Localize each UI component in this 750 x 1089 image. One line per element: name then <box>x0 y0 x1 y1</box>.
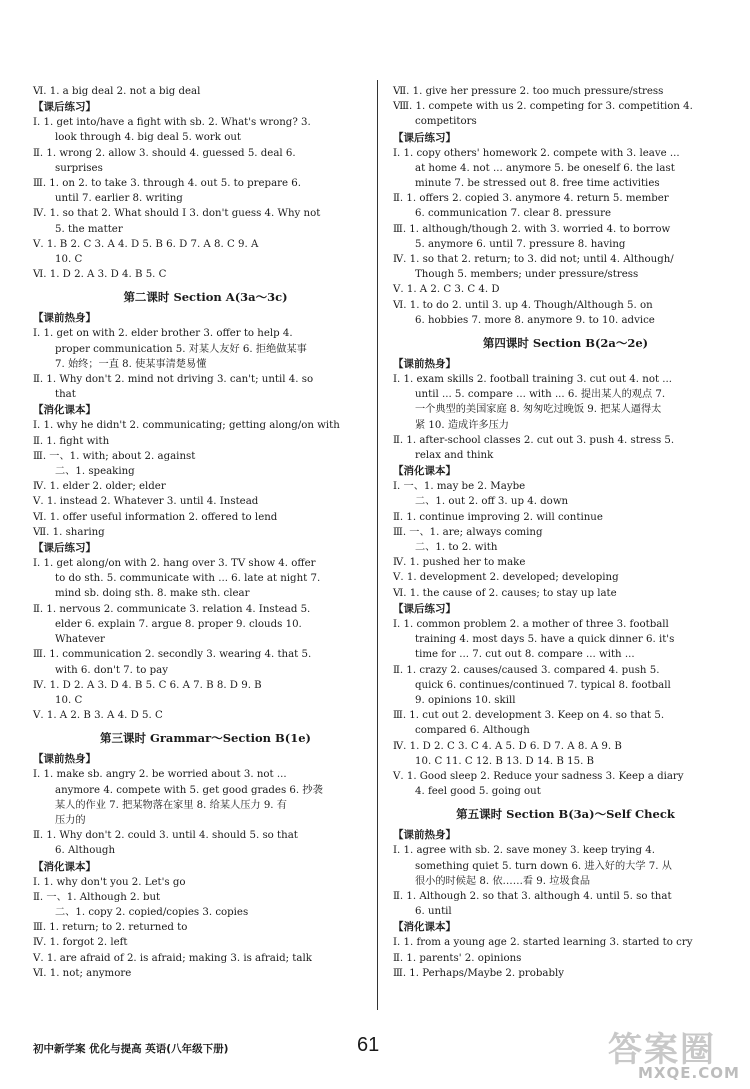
section-tag: 【课前热身】 <box>393 358 456 371</box>
answer-line-continued: something quiet 5. turn down 6. 进入好的大学 7. 从 <box>415 860 672 872</box>
answer-line-continued: 10. C <box>55 254 83 266</box>
lesson-heading: 第五课时 Section B(3a)～Self Check <box>456 807 675 822</box>
answer-line: Ⅴ. 1. instead 2. Whatever 3. until 4. Instead <box>33 496 259 508</box>
answer-line: Ⅱ. 1. Why don't 2. could 3. until 4. should 5. so that <box>33 830 298 842</box>
answer-line: Ⅵ. 1. offer useful information 2. offered to lend <box>33 511 278 523</box>
left-column <box>33 84 378 981</box>
answer-line: Ⅱ. 1. continue improving 2. will continue <box>393 511 603 523</box>
answer-line-continued: elder 6. explain 7. argue 8. proper 9. clouds 10. <box>55 618 302 630</box>
answer-line: Ⅰ. 1. agree with sb. 2. save money 3. keep trying 4. <box>393 845 655 857</box>
answer-line-continued: Though 5. members; under pressure/stress <box>415 269 639 281</box>
answer-line-continued: that <box>55 389 76 401</box>
answer-line: Ⅵ. 1. not; anymore <box>33 967 132 979</box>
answer-line-continued: competitors <box>415 116 477 128</box>
answer-line: Ⅵ. 1. a big deal 2. not a big deal <box>33 86 201 97</box>
answer-line: Ⅰ. 一、1. may be 2. Maybe <box>393 481 526 493</box>
answer-line: Ⅲ. 一、1. with; about 2. against <box>33 450 196 462</box>
answer-line: Ⅳ. 1. D 2. A 3. D 4. B 5. C 6. A 7. B 8. D 9. B <box>33 679 262 691</box>
answer-line-continued: 6. communication 7. clear 8. pressure <box>415 208 611 220</box>
lesson-heading: 第三课时 Grammar～Section B(1e) <box>100 731 311 746</box>
answer-line: Ⅷ. 1. compete with us 2. competing for 3. competition 4. <box>393 101 693 113</box>
answer-line: Ⅶ. 1. sharing <box>33 526 105 538</box>
watermark-logo <box>592 1022 742 1084</box>
answer-line-continued: 10. C <box>55 694 83 706</box>
section-tag: 【课后练习】 <box>393 131 456 144</box>
answer-line: Ⅶ. 1. give her pressure 2. too much pressure/stress <box>393 86 664 97</box>
answer-line: Ⅵ. 1. to do 2. until 3. up 4. Though/Although 5. on <box>393 299 653 311</box>
answer-line-continued: 5. the matter <box>55 223 123 235</box>
answer-line: Ⅰ. 1. why he didn't 2. communicating; getting along/on with <box>33 420 340 432</box>
answer-line: Ⅱ. 1. Although 2. so that 3. although 4. until 5. so that <box>393 890 672 902</box>
answer-line-continued: training 4. most days 5. have a quick dinner 6. it's <box>415 634 675 646</box>
answer-line-continued: relax and think <box>415 450 494 462</box>
answer-line-continued: 二、1. to 2. with <box>415 542 498 554</box>
answer-line-continued: 5. anymore 6. until 7. pressure 8. having <box>415 238 626 250</box>
answer-line: Ⅰ. 1. from a young age 2. started learning 3. started to cry <box>393 937 693 949</box>
answer-line-continued: until 7. earlier 8. writing <box>55 193 183 205</box>
answer-line: Ⅱ. 一、1. Although 2. but <box>33 891 161 903</box>
answer-line: Ⅲ. 一、1. are; always coming <box>393 526 543 538</box>
answer-line: Ⅴ. 1. Good sleep 2. Reduce your sadness 3. Keep a diary <box>393 770 684 782</box>
answer-line-continued: 二、1. speaking <box>55 466 135 478</box>
section-tag: 【课后练习】 <box>393 602 456 615</box>
watermark-logo-text: 答案圈 <box>608 1030 716 1070</box>
section-tag: 【消化课本】 <box>33 404 96 417</box>
answer-line: Ⅱ. 1. after-school classes 2. cut out 3. push 4. stress 5. <box>393 434 675 446</box>
section-tag: 【消化课本】 <box>33 860 96 873</box>
answer-line-continued: to do sth. 5. communicate with ... 6. late at night 7. <box>55 573 321 585</box>
answer-line-continued: compared 6. Although <box>415 725 530 737</box>
answer-line: Ⅴ. 1. are afraid of 2. is afraid; making 3. is afraid; talk <box>33 952 312 964</box>
answer-line-continued: until ... 5. compare ... with ... 6. 提出某人的观点 7. <box>415 389 666 401</box>
answer-line: Ⅱ. 1. offers 2. copied 3. anymore 4. return 5. member <box>393 193 669 205</box>
answer-line: Ⅴ. 1. development 2. developed; developing <box>393 572 619 584</box>
answer-line: Ⅲ. 1. Perhaps/Maybe 2. probably <box>393 967 565 979</box>
lesson-heading: 第二课时 Section A(3a～3c) <box>123 290 288 305</box>
answer-line: Ⅱ. 1. nervous 2. communicate 3. relation 4. Instead 5. <box>33 603 311 615</box>
answer-line: Ⅲ. 1. cut out 2. development 3. Keep on 4. so that 5. <box>393 710 665 722</box>
answer-line: Ⅰ. 1. copy others' homework 2. compete with 3. leave ... <box>393 147 680 159</box>
answer-line: Ⅳ. 1. elder 2. older; elder <box>33 481 166 493</box>
answer-line: Ⅲ. 1. although/though 2. with 3. worried 4. to borrow <box>393 223 671 235</box>
answer-line-continued: mind sb. doing sth. 8. make sth. clear <box>55 588 250 600</box>
answer-line: Ⅳ. 1. pushed her to make <box>393 557 526 569</box>
answer-line-continued: 4. feel good 5. going out <box>415 786 541 798</box>
lesson-heading: 第四课时 Section B(2a～2e) <box>482 336 649 351</box>
page-number: 61 <box>357 1034 380 1056</box>
answer-line-continued: minute 7. be stressed out 8. free time activities <box>415 178 660 190</box>
answer-line-continued: anymore 4. compete with 5. get good grades 6. 抄袭 <box>55 784 323 796</box>
answer-line: Ⅳ. 1. forgot 2. left <box>33 937 128 949</box>
section-tag: 【课前热身】 <box>33 753 96 766</box>
right-column <box>393 84 738 981</box>
answer-line: Ⅳ. 1. so that 2. What should I 3. don't guess 4. Why not <box>33 208 321 220</box>
answer-line-continued: at home 4. not ... anymore 5. be oneself 6. the last <box>415 162 675 174</box>
section-tag: 【课后练习】 <box>33 101 96 114</box>
answer-line: Ⅰ. 1. make sb. angry 2. be worried about 3. not ... <box>33 769 287 781</box>
answer-line-continued: with 6. don't 7. to pay <box>55 664 168 676</box>
answer-line: Ⅴ. 1. B 2. C 3. A 4. D 5. B 6. D 7. A 8. C 9. A <box>33 238 259 250</box>
answer-line-continued: Whatever <box>55 634 105 646</box>
answer-line-continued: 10. C 11. C 12. B 13. D 14. B 15. B <box>415 755 595 767</box>
answer-line: Ⅱ. 1. wrong 2. allow 3. should 4. guessed 5. deal 6. <box>33 147 296 159</box>
answer-line-continued: proper communication 5. 对某人友好 6. 拒绝做某事 <box>55 343 307 355</box>
section-tag: 【课后练习】 <box>33 542 96 555</box>
answer-line: Ⅰ. 1. get along/on with 2. hang over 3. TV show 4. offer <box>33 558 316 570</box>
answer-line-continued: 一个典型的美国家庭 8. 匆匆吃过晚饭 9. 把某人逼得太 <box>415 404 662 416</box>
answer-line-continued: quick 6. continues/continued 7. typical 8. football <box>415 679 671 691</box>
answer-line: Ⅰ. 1. why don't you 2. Let's go <box>33 876 186 888</box>
answer-line: Ⅲ. 1. communication 2. secondly 3. wearing 4. that 5. <box>33 649 312 661</box>
section-tag: 【课前热身】 <box>393 829 456 842</box>
answer-line: Ⅵ. 1. D 2. A 3. D 4. B 5. C <box>33 269 167 281</box>
answer-line: Ⅱ. 1. fight with <box>33 435 110 447</box>
answer-line: Ⅳ. 1. D 2. C 3. C 4. A 5. D 6. D 7. A 8. A 9. B <box>393 740 622 752</box>
answer-line-continued: 二、1. out 2. off 3. up 4. down <box>415 496 569 508</box>
answer-line-continued: 某人的作业 7. 把某物落在家里 8. 给某人压力 9. 有 <box>55 799 287 811</box>
answer-line-continued: 很小的时候起 8. 依……看 9. 垃圾食品 <box>415 875 591 887</box>
answer-line-continued: 6. until <box>415 906 452 918</box>
answer-line: Ⅴ. 1. A 2. B 3. A 4. D 5. C <box>33 710 163 722</box>
book-title-footer: 初中新学案 优化与提高 英语(八年级下册) <box>33 1043 229 1055</box>
answer-line-continued: 9. opinions 10. skill <box>415 694 516 706</box>
column-divider <box>377 80 378 1010</box>
answer-line: Ⅳ. 1. so that 2. return; to 3. did not; until 4. Although/ <box>393 254 674 266</box>
answer-line: Ⅲ. 1. on 2. to take 3. through 4. out 5. to prepare 6. <box>33 178 302 190</box>
answer-line-continued: 6. hobbies 7. more 8. anymore 9. to 10. advice <box>415 314 655 326</box>
answer-line-continued: 二、1. copy 2. copied/copies 3. copies <box>55 906 249 918</box>
answer-line: Ⅲ. 1. return; to 2. returned to <box>33 922 188 934</box>
answer-line-continued: look through 4. big deal 5. work out <box>55 132 241 144</box>
answer-line: Ⅰ. 1. common problem 2. a mother of three 3. football <box>393 618 669 630</box>
answer-line: Ⅱ. 1. crazy 2. causes/caused 3. compared 4. push 5. <box>393 664 660 676</box>
watermark-url: MXQE.COM <box>638 1064 740 1082</box>
answer-line-continued: 7. 始终；一直 8. 使某事清楚易懂 <box>55 358 207 370</box>
answer-line: Ⅰ. 1. exam skills 2. football training 3. cut out 4. not ... <box>393 374 673 386</box>
section-tag: 【课前热身】 <box>33 312 96 325</box>
answer-line-continued: surprises <box>55 162 103 174</box>
section-tag: 【消化课本】 <box>393 465 456 478</box>
answer-line-continued: 压力的 <box>55 814 86 826</box>
answer-line: Ⅱ. 1. Why don't 2. mind not driving 3. can't; until 4. so <box>33 374 314 386</box>
answer-line: Ⅵ. 1. the cause of 2. causes; to stay up late <box>393 587 617 599</box>
answer-line: Ⅰ. 1. get into/have a fight with sb. 2. What's wrong? 3. <box>33 117 311 129</box>
answer-line: Ⅰ. 1. get on with 2. elder brother 3. offer to help 4. <box>33 328 293 340</box>
answer-line-continued: time for ... 7. cut out 8. compare ... with ... <box>415 649 635 661</box>
answer-line-continued: 6. Although <box>55 845 116 857</box>
answer-line: Ⅴ. 1. A 2. C 3. C 4. D <box>393 284 500 296</box>
answer-line-continued: 紧 10. 造成许多压力 <box>415 419 509 431</box>
answer-line: Ⅱ. 1. parents' 2. opinions <box>393 952 522 964</box>
section-tag: 【消化课本】 <box>393 921 456 934</box>
